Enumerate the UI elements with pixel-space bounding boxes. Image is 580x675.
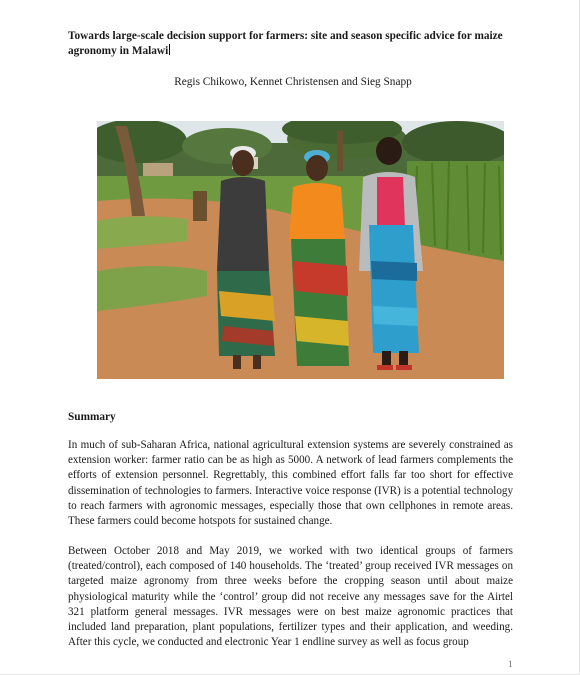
author-list: Regis Chikowo, Kennet Christensen and Sieg Snapp [174, 76, 412, 88]
document-title-text: Towards large-scale decision support for farmers: site and season specific advice for maize agronomy in Malawi [68, 30, 503, 57]
farmers-photo [97, 121, 504, 379]
summary-heading: Summary [68, 411, 116, 423]
paragraph-2: Between October 2018 and May 2019, we worked with two identical groups of farmers (treated/control), each composed of 140 households. The ‘treated’ group received IVR messages on targeted maize agronomy from three weeks before the cropping season until about maize physiological maturity while the ‘control’ group did not receive any messages save for the Airtel 321 platform general messages. IVR messages were on best maize agronomic practices that included land preparation, plant populations, fertilizer types and their application, and weeding. After this cycle, we conducted and electronic Year 1 endline survey as well as focus group [68, 545, 513, 649]
page-number: 1 [508, 659, 513, 669]
text-cursor [169, 44, 170, 55]
paragraph-1: In much of sub-Saharan Africa, national agricultural extension systems are severely constrained as extension worker: farmer ratio can be as high as 5000. A network of lead farmers complements the efforts of extension personnel. Regrettably, this combined effort falls far too short for effective dissemination of technologies to farmers. Interactive voice response (IVR) is a potential technology to reach farmers with agronomic messages, especially those that own cellphones in remote areas. These farmers could become hotspots for sustained change. [68, 439, 513, 528]
document-title [68, 29, 518, 59]
